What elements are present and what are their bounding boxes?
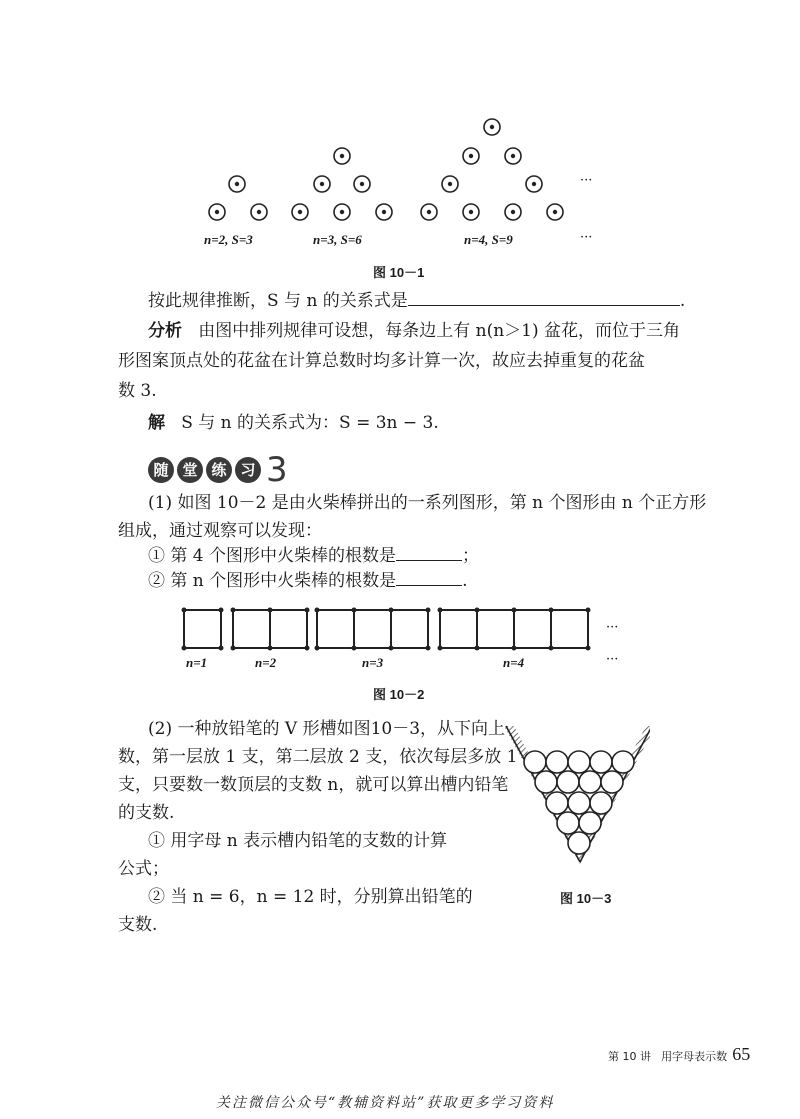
- q2-sub-2-line-1: ② 当 n = 6，n = 12 时，分别算出铅笔的: [148, 887, 473, 907]
- badge-xi: 习: [235, 457, 261, 483]
- q1-sub-2: [148, 566, 468, 596]
- q1-line-1: (1) 如图 10－2 是由火柴棒拼出的一系列图形，第 n 个图形由 n 个正方形: [148, 493, 707, 513]
- fig2-label-n4: n=4: [503, 655, 525, 670]
- q2-line-2: 数，第一层放 1 支，第二层放 2 支，依次每层多放 1: [118, 747, 518, 767]
- q2-sub-1-line-1: ① 用字母 n 表示槽内铅笔的支数的计算: [148, 831, 448, 851]
- analysis-line-3: 数 3.: [118, 381, 157, 401]
- fig2-ellipsis-top: ···: [606, 620, 619, 635]
- q1-blank-1: [396, 542, 462, 561]
- figure-10-3: [500, 722, 650, 872]
- answer-blank: [408, 287, 680, 306]
- fig1-label-n3: n=3, S=6: [313, 232, 362, 247]
- q2-line-3: 支，只要数一数顶层的支数 n，就可以算出槽内铅笔: [118, 775, 509, 795]
- fig1-label-n4: n=4, S=9: [464, 232, 513, 247]
- badge-tang: 堂: [177, 457, 203, 483]
- badge-sui: 随: [148, 457, 174, 483]
- q1-sub-2-end: .: [462, 571, 468, 591]
- figure-10-1: [190, 112, 610, 262]
- practice-heading: [148, 450, 288, 490]
- q1-sub-1-text: ① 第 4 个图形中火柴棒的根数是: [148, 546, 397, 566]
- q2-sub-1-line-2: 公式；: [118, 859, 169, 879]
- question-end: .: [679, 291, 686, 311]
- solution-text: S 与 n 的关系式为：S = 3n − 3.: [181, 413, 439, 433]
- q1-line-2: 组成，通过观察可以发现：: [118, 521, 322, 541]
- solution-label: 解: [148, 413, 165, 433]
- fig2-ellipsis-bottom: ···: [606, 652, 619, 667]
- q2-sub-2-line-2: 支数.: [118, 915, 158, 935]
- page-footer: [608, 1044, 750, 1065]
- q2-line-4: 的支数.: [118, 803, 175, 823]
- footer-title: 用字母表示数: [661, 1050, 728, 1063]
- q1-sub-2-text: ② 第 n 个图形中火柴棒的根数是: [148, 571, 397, 591]
- fig2-label-n1: n=1: [186, 655, 208, 670]
- fig2-label-n2: n=2: [255, 655, 277, 670]
- figure-10-1-caption: 图 10－1: [373, 265, 425, 280]
- watermark: 关注微信公众号“教辅资料站”获取更多学习资料: [216, 1095, 555, 1111]
- badge-lian: 练: [206, 457, 232, 483]
- solution-line: [148, 408, 439, 438]
- figure-10-3-caption: 图 10－3: [560, 891, 612, 906]
- q1-sub-1-end: ；: [462, 546, 480, 566]
- question-line: [148, 286, 685, 316]
- fig1-ellipsis-bottom: ···: [580, 230, 593, 245]
- analysis-text-1: 由图中排列规律可设想，每条边上有 n(n＞1) 盆花，而位于三角: [198, 321, 681, 341]
- q2-line-1: (2) 一种放铅笔的 V 形槽如图10－3，从下向上: [148, 719, 506, 739]
- fig1-ellipsis-top: ···: [580, 173, 593, 188]
- fig1-label-n2: n=2, S=3: [204, 232, 253, 247]
- pot-group: [209, 119, 563, 220]
- analysis-line-2: 形图案顶点处的花盆在计算总数时均多计算一次，故应去掉重复的花盆: [118, 351, 645, 371]
- fig2-label-n3: n=3: [362, 655, 384, 670]
- footer-chapter: 第 10 讲: [608, 1050, 651, 1063]
- page-number: 65: [732, 1044, 751, 1064]
- analysis-line-1: [148, 316, 680, 346]
- question-text: 按此规律推断，S 与 n 的关系式是: [148, 291, 408, 311]
- analysis-label: 分析: [148, 321, 182, 341]
- figure-10-2: [178, 602, 598, 662]
- practice-number: 3: [266, 450, 288, 490]
- q1-blank-2: [396, 567, 462, 586]
- figure-10-2-caption: 图 10－2: [373, 687, 425, 702]
